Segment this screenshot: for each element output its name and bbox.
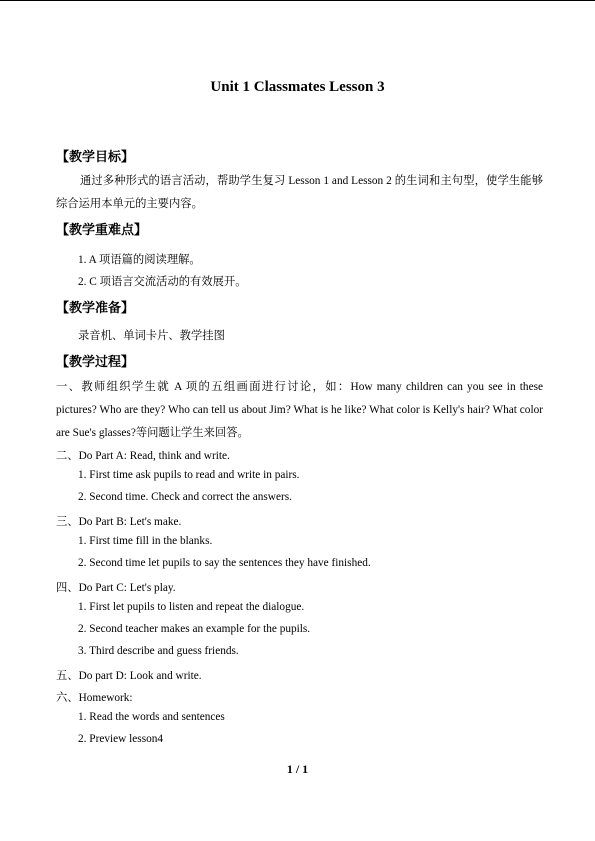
step-item: 3. Third describe and guess friends. (78, 645, 239, 657)
step-item: 2. Second teacher makes an example for the pupils. (78, 623, 311, 635)
page-number: 1 / 1 (286, 762, 309, 776)
page-top-border (0, 0, 595, 1)
heading-key-points: 【教学重难点】 (56, 223, 148, 238)
heading-objectives: 【教学目标】 (56, 150, 135, 165)
step-label: 二、Do Part A: Read, think and write. (56, 450, 230, 462)
materials-text: 录音机、单词卡片、教学挂图 (78, 330, 225, 342)
step-item: 1. First let pupils to listen and repeat the dialogue. (78, 601, 305, 613)
step-item: 2. Second time. Check and correct the answers. (78, 491, 292, 503)
step-item: 2. Second time let pupils to say the sentences they have finished. (78, 557, 371, 569)
step-label: 四、Do Part C: Let's play. (56, 582, 176, 594)
objectives-paragraph: 通过多种形式的语言活动，帮助学生复习 Lesson 1 and Lesson 2 的生词和主句型，使学生能够综合运用本单元的主要内容。 (56, 175, 543, 210)
heading-process: 【教学过程】 (56, 355, 135, 370)
step-label: 五、Do part D: Look and write. (56, 670, 202, 682)
step-item: 1. First time fill in the blanks. (78, 535, 213, 547)
heading-materials: 【教学准备】 (56, 301, 135, 316)
step-item: 2. Preview lesson4 (78, 733, 164, 745)
key-point-item: 1. A 项语篇的阅读理解。 (78, 254, 201, 266)
step-item: 1. Read the words and sentences (78, 711, 225, 723)
step-label: 三、Do Part B: Let's make. (56, 516, 182, 528)
step-label: 六、Homework: (56, 692, 133, 704)
page-title: Unit 1 Classmates Lesson 3 (210, 79, 385, 95)
process-intro-paragraph: 一、教师组织学生就 A 项的五组画面进行讨论，如：How many children can you see in these pictures? Who are they? Who can tell us about Jim? What is he like? What color is Kelly's hair? What color are Sue's glasses?等问题让学生来回答。 (56, 381, 543, 439)
step-item: 1. First time ask pupils to read and write in pairs. (78, 469, 300, 481)
key-point-item: 2. C 项语言交流活动的有效展开。 (78, 276, 247, 288)
